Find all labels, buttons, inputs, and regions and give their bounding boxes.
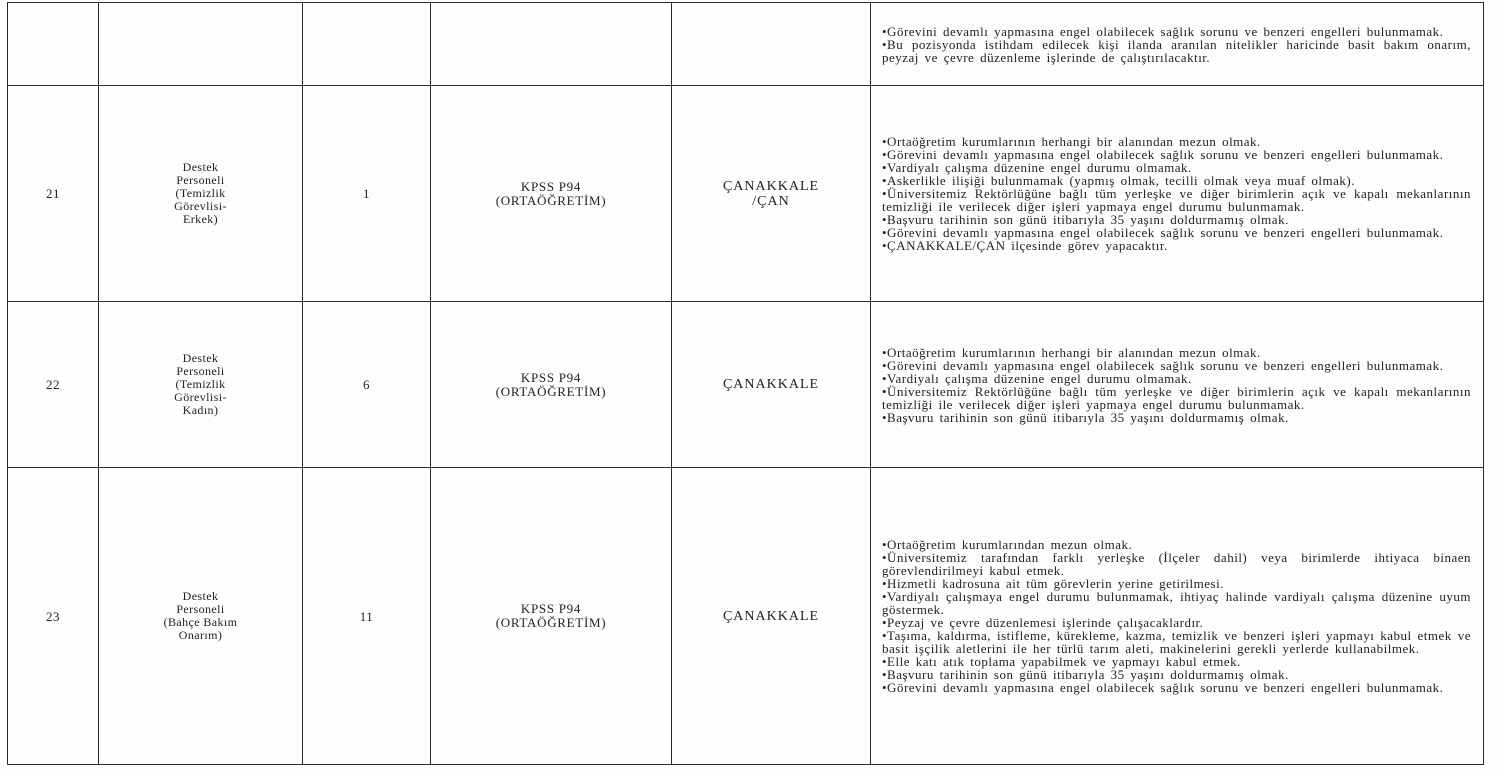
kpss-score-type: KPSS P94 (ORTAÖĞRETİM) [495, 369, 607, 399]
row-number-cell: 23 [8, 468, 99, 765]
requirement-item: •Ortaöğretim kurumlarının herhangi bir alanından mezun olmak. [882, 134, 1261, 149]
location-cell [672, 468, 871, 765]
requirement-item: •Vardiyalı çalışma düzenine engel durumu olmamak. [882, 370, 1192, 386]
position-title-cell [99, 302, 303, 468]
position-title-cell [99, 86, 303, 302]
requirement-item: •Ortaöğretim kurumlarından mezun olmak. [882, 537, 1133, 552]
requirement-item: •ÇANAKKALE/ÇAN ilçesinde görev yapacaktır. [882, 238, 1168, 253]
position-count-cell: 11 [303, 468, 431, 765]
requirement-item: •Üniversitemiz Rektörlüğüne bağlı tüm yerleşke ve diğer birimlerin açık ve kapalı mekanlarının temizliği ile verilecek diğer işleri yapmaya engel durumu bulunmamak. [882, 186, 1471, 214]
kpss-cell [431, 302, 672, 468]
requirement-item: •Görevini devamlı yapmasına engel olabilecek sağlık sorunu ve benzeri engelleri bulunmamak. [882, 680, 1444, 695]
kpss-cell [431, 468, 672, 765]
requirement-item: •Görevini devamlı yapmasına engel olabilecek sağlık sorunu ve benzeri engelleri bulunmamak. [882, 357, 1444, 373]
requirement-item: •Başvuru tarihinin son günü itibarıyla 35 yaşını doldurmamış olmak. [882, 212, 1289, 227]
requirement-item: •Vardiyalı çalışmaya engel durumu bulunmamak, ihtiyaç halinde vardiyalı çalışma düzenine uyum göstermek. [882, 589, 1471, 617]
requirement-item: •Vardiyalı çalışma düzenine engel durumu olmamak. [882, 160, 1192, 175]
position-count-cell [303, 3, 431, 86]
requirements-list [871, 534, 1483, 698]
kpss-cell [431, 3, 672, 86]
requirements-list [871, 342, 1483, 428]
position-count-cell: 6 [303, 302, 431, 468]
location-cell [672, 302, 871, 468]
requirements-cell [871, 3, 1484, 86]
row-number-cell [8, 3, 99, 86]
requirements-list [871, 21, 1483, 68]
requirement-item: •Elle katı atık toplama yapabilmek ve yapmayı kabul etmek. [882, 654, 1241, 669]
location-cell [672, 86, 871, 302]
location-cell [672, 3, 871, 86]
personnel-table [7, 2, 1484, 765]
requirement-item: •Bu pozisyonda istihdam edilecek kişi ilanda aranılan nitelikler haricinde basit bakım onarım, peyzaj ve çevre düzenleme işlerinde de çalıştırılacaktır. [882, 36, 1471, 65]
requirement-item: •Askerlikle ilişiği bulunmamak (yapmış olmak, tecilli olmak veya muaf olmak). [882, 173, 1355, 188]
requirement-item: •Hizmetli kadrosuna ait tüm görevlerin yerine getirilmesi. [882, 576, 1224, 591]
requirement-item: •Başvuru tarihinin son günü itibarıyla 35 yaşını doldurmamış olmak. [882, 409, 1289, 425]
requirement-item: •Taşıma, kaldırma, istifleme, kürekleme, kazma, temizlik ve benzeri işleri yapmayı kabul etmek ve basit işçilik aletlerini ile her türlü tarım aleti, makinelerini gerekli yerlerde kullanabilmek. [882, 628, 1471, 656]
requirement-item: •Başvuru tarihinin son günü itibarıyla 35 yaşını doldurmamış olmak. [882, 667, 1289, 682]
table-row [8, 3, 1484, 86]
requirement-item: •Görevini devamlı yapmasına engel olabilecek sağlık sorunu ve benzeri engelleri bulunmamak. [882, 225, 1444, 240]
position-title-cell [99, 3, 303, 86]
row-number-cell: 21 [8, 86, 99, 302]
table-row [8, 302, 1484, 468]
requirement-item: •Peyzaj ve çevre düzenlemesi işlerinde çalışacaklardır. [882, 615, 1204, 630]
requirements-cell [871, 468, 1484, 765]
location-text: ÇANAKKALE [722, 608, 820, 624]
requirement-item: •Görevini devamlı yapmasına engel olabilecek sağlık sorunu ve benzeri engelleri bulunmamak. [882, 147, 1444, 162]
position-count-cell: 1 [303, 86, 431, 302]
location-text: ÇANAKKALE [722, 377, 820, 392]
kpss-cell [431, 86, 672, 302]
location-text: ÇANAKKALE /ÇAN [722, 178, 820, 209]
requirements-cell [871, 86, 1484, 302]
row-number-cell: 22 [8, 302, 99, 468]
position-title: Destek Personeli (Temizlik Görevlisi- Erkek) [174, 160, 227, 226]
requirement-item: •Üniversitemiz Rektörlüğüne bağlı tüm yerleşke ve diğer birimlerin açık ve kapalı mekanlarının temizliği ile verilecek diğer işleri yapmaya engel durumu bulunmamak. [882, 383, 1471, 412]
position-title: Destek Personeli (Temizlik Görevlisi- Kadın) [174, 351, 227, 417]
requirements-cell [871, 302, 1484, 468]
kpss-score-type: KPSS P94 (ORTAÖĞRETİM) [495, 601, 607, 630]
requirement-item: •Görevini devamlı yapmasına engel olabilecek sağlık sorunu ve benzeri engelleri bulunmamak. [882, 23, 1444, 39]
kpss-score-type: KPSS P94 (ORTAÖĞRETİM) [495, 178, 607, 208]
requirements-list [871, 131, 1483, 256]
table-row [8, 86, 1484, 302]
requirement-item: •Ortaöğretim kurumlarının herhangi bir alanından mezun olmak. [882, 344, 1261, 360]
table-row [8, 468, 1484, 765]
position-title-cell [99, 468, 303, 765]
position-title: Destek Personeli (Bahçe Bakım Onarım) [163, 589, 238, 642]
requirement-item: •Üniversitemiz tarafından farklı yerleşke (İlçeler dahil) veya birimlerde ihtiyaca binaen görevlendirilmeyi kabul etmek. [882, 550, 1471, 578]
